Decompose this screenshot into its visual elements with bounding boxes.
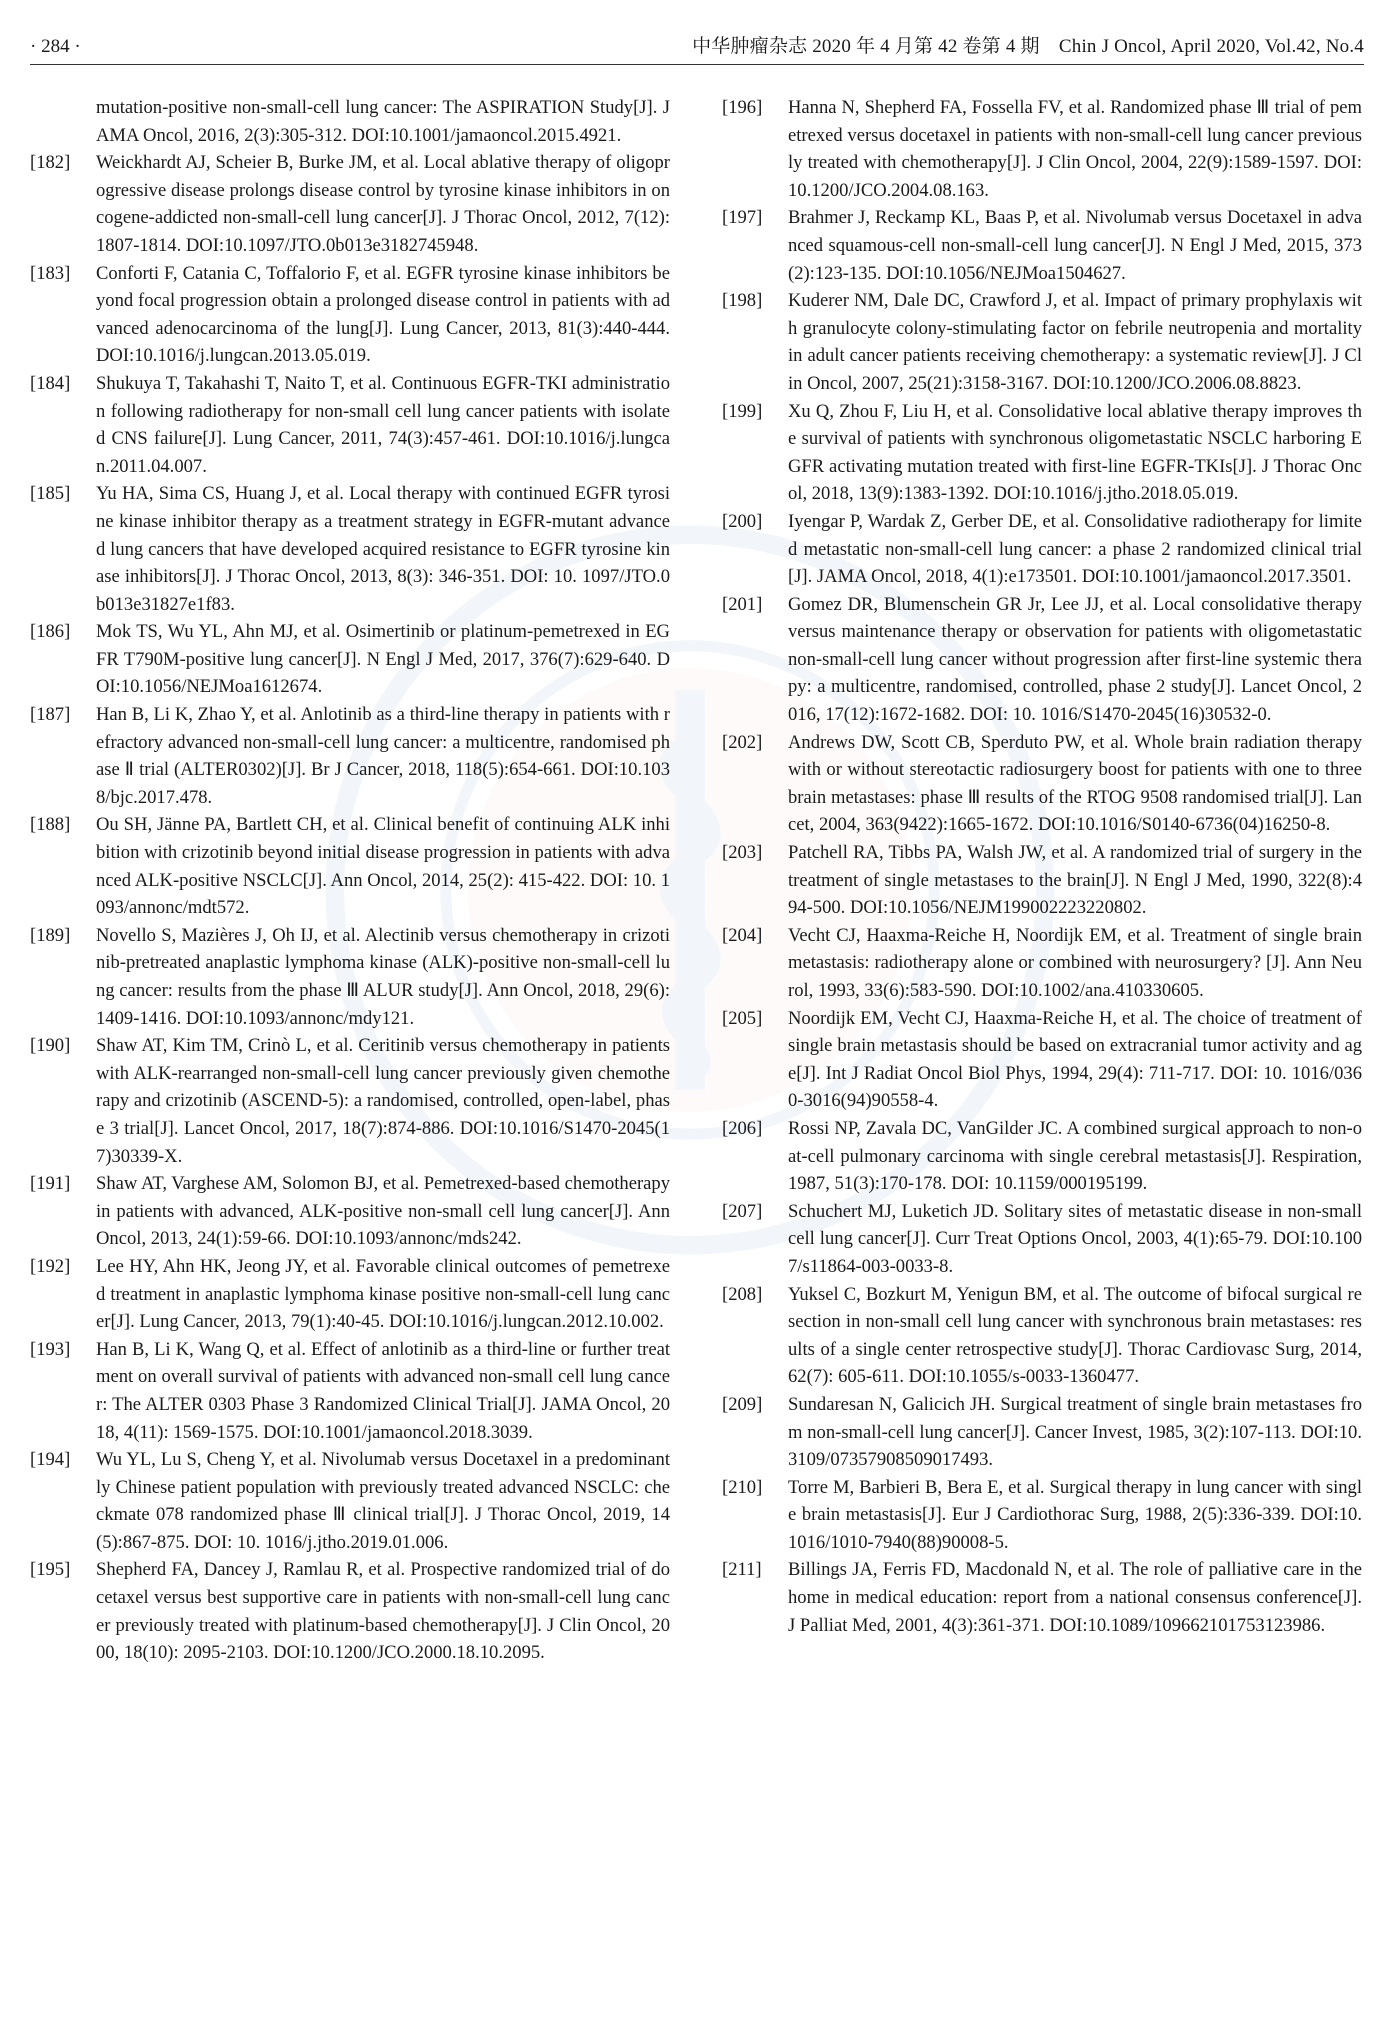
reference-item — [722, 204, 1362, 287]
reference-number: [187] — [30, 704, 71, 726]
left-column — [30, 94, 670, 1667]
reference-item — [30, 618, 670, 701]
reference-number: [195] — [30, 1559, 71, 1581]
reference-number: [201] — [722, 593, 763, 615]
reference-number: [203] — [722, 842, 763, 864]
reference-text: Iyengar P, Wardak Z, Gerber DE, et al. Consolidative radiotherapy for limited metastatic non-small-cell lung cancer: a phase 2 randomized clinical trial[J]. JAMA Oncol, 2018, 4(1):e173501. DOI:10.1001/jamaoncol.2017.3501. — [788, 510, 1362, 588]
running-header — [30, 24, 1364, 65]
reference-text: Novello S, Mazières J, Oh IJ, et al. Alectinib versus chemotherapy in crizotinib-pretreated anaplastic lymphoma kinase (ALK)-positive non-small-cell lung cancer: results from the phase Ⅲ ALUR study[J]. Ann Oncol, 2018, 29(6):1409-1416. DOI:10.1093/annonc/mdy121. — [96, 924, 670, 1029]
reference-text: Schuchert MJ, Luketich JD. Solitary sites of metastatic disease in non-small cell lung cancer[J]. Curr Treat Options Oncol, 2003, 4(1):65-79. DOI:10.1007/s11864-003-0033-8. — [788, 1200, 1362, 1277]
reference-text: Patchell RA, Tibbs PA, Walsh JW, et al. A randomized trial of surgery in the treatment of single metastases to the brain[J]. N Engl J Med, 1990, 322(8):494-500. DOI:10.1056/NEJM199002223220802. — [788, 842, 1362, 919]
reference-text: Shaw AT, Varghese AM, Solomon BJ, et al. Pemetrexed-based chemotherapy in patients with advanced, ALK-positive non-small cell lung cancer[J]. Ann Oncol, 2013, 24(1):59-66. DOI:10.1093/annonc/mds242. — [96, 1173, 670, 1250]
reference-number: [185] — [30, 483, 71, 505]
reference-text: Billings JA, Ferris FD, Macdonald N, et al. The role of palliative care in the home in medical education: report from a national consensus conference[J]. J Palliat Med, 2001, 4(3):361-371. DOI:10.1089/109662101753123986. — [788, 1559, 1362, 1636]
reference-number: [184] — [30, 372, 71, 394]
reference-item — [30, 480, 670, 618]
reference-item — [30, 922, 670, 1032]
reference-number: [206] — [722, 1117, 763, 1139]
reference-item — [30, 1170, 670, 1253]
reference-number: [211] — [722, 1559, 762, 1581]
reference-number: [194] — [30, 1449, 71, 1471]
reference-text: Gomez DR, Blumenschein GR Jr, Lee JJ, et al. Local consolidative therapy versus maintenance therapy or observation for patients with oligometastatic non-small-cell lung cancer without progression after first-line systemic therapy: a multicentre, randomised, controlled, phase 2 study[J]. Lancet Oncol, 2016, 17(12):1672-1682. DOI: 10. 1016/S1470-2045(16)30532-0. — [788, 593, 1362, 726]
reference-text: Andrews DW, Scott CB, Sperduto PW, et al. Whole brain radiation therapy with or without stereotactic radiosurgery boost for patients with one to three brain metastases: phase Ⅲ results of the RTOG 9508 randomised trial[J]. Lancet, 2004, 363(9422):1665-1672. DOI:10.1016/S0140-6736(04)16250-8. — [788, 731, 1362, 836]
reference-item — [30, 370, 670, 480]
reference-item — [722, 1474, 1362, 1557]
reference-text: Vecht CJ, Haaxma-Reiche H, Noordijk EM, et al. Treatment of single brain metastasis: radiotherapy alone or combined with neurosurgery? [J]. Ann Neurol, 1993, 33(6):583-590. DOI:10.1002/ana.410330605. — [788, 924, 1362, 1001]
reference-item — [30, 1556, 670, 1666]
reference-text: Wu YL, Lu S, Cheng Y, et al. Nivolumab versus Docetaxel in a predominantly Chinese patient population with previously treated advanced NSCLC: checkmate 078 randomized phase Ⅲ clinical trial[J]. J Thorac Oncol, 2019, 14(5):867-875. DOI: 10. 1016/j.jtho.2019.01.006. — [96, 1449, 670, 1553]
reference-number: [209] — [722, 1393, 763, 1415]
reference-number: [202] — [722, 731, 763, 753]
reference-text: Weickhardt AJ, Scheier B, Burke JM, et al. Local ablative therapy of oligoprogressive disease prolongs disease control by tyrosine kinase inhibitors in oncogene-addicted non-small-cell lung cancer[J]. J Thorac Oncol, 2012, 7(12): 1807-1814. DOI:10.1097/JTO.0b013e3182745948. — [96, 152, 670, 256]
reference-continuation: mutation-positive non-small-cell lung cancer: The ASPIRATION Study[J]. JAMA Oncol, 2016, 2(3):305-312. DOI:10.1001/jamaoncol.2015.4921. — [96, 97, 670, 146]
reference-text: Hanna N, Shepherd FA, Fossella FV, et al. Randomized phase Ⅲ trial of pemetrexed versus docetaxel in patients with non-small-cell lung cancer previously treated with chemotherapy[J]. J Clin Oncol, 2004, 22(9):1589-1597. DOI:10.1200/JCO.2004.08.163. — [788, 97, 1362, 201]
reference-number: [191] — [30, 1173, 71, 1195]
reference-text: Yuksel C, Bozkurt M, Yenigun BM, et al. The outcome of bifocal surgical resection in non-small cell lung cancer with synchronous brain metastases: results of a single center retrospective study[J]. Thorac Cardiovasc Surg, 2014, 62(7): 605-611. DOI:10.1055/s-0033-1360477. — [788, 1283, 1362, 1388]
reference-number: [208] — [722, 1283, 763, 1305]
reference-number: [186] — [30, 621, 71, 643]
reference-item — [722, 922, 1362, 1005]
reference-text: Noordijk EM, Vecht CJ, Haaxma-Reiche H, et al. The choice of treatment of single brain metastasis should be based on extracranial tumor activity and age[J]. Int J Radiat Oncol Biol Phys, 1994, 29(4): 711-717. DOI: 10. 1016/0360-3016(94)90558-4. — [788, 1007, 1362, 1112]
reference-number: [197] — [722, 207, 763, 229]
reference-item — [722, 1005, 1362, 1115]
reference-number: [205] — [722, 1007, 763, 1029]
reference-item — [30, 149, 670, 259]
reference-text: Xu Q, Zhou F, Liu H, et al. Consolidative local ablative therapy improves the survival of patients with synchronous oligometastatic NSCLC harboring EGFR activating mutation treated with first-line EGFR-TKIs[J]. J Thorac Oncol, 2018, 13(9):1383-1392. DOI:10.1016/j.jtho.2018.05.019. — [788, 400, 1362, 505]
reference-number: [192] — [30, 1255, 71, 1277]
reference-number: [190] — [30, 1035, 71, 1057]
reference-text: Shaw AT, Kim TM, Crinò L, et al. Ceritinib versus chemotherapy in patients with ALK-rearranged non-small-cell lung cancer previously given chemotherapy and crizotinib (ASCEND-5): a randomised, controlled, open-label, phase 3 trial[J]. Lancet Oncol, 2017, 18(7):874-886. DOI:10.1016/S1470-2045(17)30339-X. — [96, 1035, 670, 1167]
reference-text: Lee HY, Ahn HK, Jeong JY, et al. Favorable clinical outcomes of pemetrexed treatment in anaplastic lymphoma kinase positive non-small-cell lung cancer[J]. Lung Cancer, 2013, 79(1):40-45. DOI:10.1016/j.lungcan.2012.10.002. — [96, 1255, 670, 1333]
reference-number: [183] — [30, 262, 71, 284]
reference-number: [207] — [722, 1200, 763, 1222]
reference-number: [198] — [722, 290, 763, 312]
reference-item — [722, 1391, 1362, 1474]
page-number: · 284 · — [30, 36, 81, 57]
reference-text: Kuderer NM, Dale DC, Crawford J, et al. Impact of primary prophylaxis with granulocyte colony-stimulating factor on febrile neutropenia and mortality in adult cancer patients receiving chemotherapy: a systematic review[J]. J Clin Oncol, 2007, 25(21):3158-3167. DOI:10.1200/JCO.2006.08.8823. — [788, 290, 1362, 394]
reference-item — [722, 94, 1362, 204]
reference-item — [722, 729, 1362, 839]
reference-text: Shukuya T, Takahashi T, Naito T, et al. Continuous EGFR-TKI administration following radiotherapy for non-small cell lung cancer patients with isolated CNS failure[J]. Lung Cancer, 2011, 74(3):457-461. DOI:10.1016/j.lungcan.2011.04.007. — [96, 372, 670, 477]
reference-number: [182] — [30, 152, 71, 174]
reference-text: Sundaresan N, Galicich JH. Surgical treatment of single brain metastases from non-small-cell lung cancer[J]. Cancer Invest, 1985, 3(2):107-113. DOI:10.3109/07357908509017493. — [788, 1393, 1362, 1471]
reference-item — [722, 1281, 1362, 1391]
reference-item — [722, 839, 1362, 922]
reference-number: [199] — [722, 400, 763, 422]
reference-item — [30, 701, 670, 811]
reference-item — [30, 1032, 670, 1170]
reference-item — [30, 811, 670, 921]
reference-item — [722, 1556, 1362, 1639]
reference-text: Conforti F, Catania C, Toffalorio F, et al. EGFR tyrosine kinase inhibitors beyond focal progression obtain a prolonged disease control in patients with advanced adenocarcinoma of the lung[J]. Lung Cancer, 2013, 81(3):440-444. DOI:10.1016/j.lungcan.2013.05.019. — [96, 262, 670, 367]
reference-item — [30, 1446, 670, 1556]
reference-item — [722, 398, 1362, 508]
reference-number: [204] — [722, 924, 763, 946]
reference-number: [188] — [30, 814, 71, 836]
reference-text: Ou SH, Jänne PA, Bartlett CH, et al. Clinical benefit of continuing ALK inhibition with crizotinib beyond initial disease progression in patients with advanced ALK-positive NSCLC[J]. Ann Oncol, 2014, 25(2): 415-422. DOI: 10. 1093/annonc/mdt572. — [96, 814, 670, 919]
reference-item — [30, 1253, 670, 1336]
reference-number: [196] — [722, 97, 763, 118]
reference-item — [722, 1115, 1362, 1198]
reference-text: Mok TS, Wu YL, Ahn MJ, et al. Osimertinib or platinum-pemetrexed in EGFR T790M-positive lung cancer[J]. N Engl J Med, 2017, 376(7):629-640. DOI:10.1056/NEJMoa1612674. — [96, 621, 670, 698]
reference-text: Brahmer J, Reckamp KL, Baas P, et al. Nivolumab versus Docetaxel in advanced squamous-cell non-small-cell lung cancer[J]. N Engl J Med, 2015, 373(2):123-135. DOI:10.1056/NEJMoa1504627. — [788, 207, 1362, 284]
reference-item — [722, 1198, 1362, 1281]
reference-number: [200] — [722, 510, 763, 532]
reference-text: Shepherd FA, Dancey J, Ramlau R, et al. Prospective randomized trial of docetaxel versus best supportive care in patients with non-small-cell lung cancer previously treated with platinum-based chemotherapy[J]. J Clin Oncol, 2000, 18(10): 2095-2103. DOI:10.1200/JCO.2000.18.10.2095. — [96, 1559, 670, 1664]
reference-item — [722, 591, 1362, 729]
reference-number: [210] — [722, 1476, 763, 1498]
reference-number: [189] — [30, 924, 71, 946]
right-column — [722, 94, 1362, 1639]
reference-text: Han B, Li K, Zhao Y, et al. Anlotinib as a third-line therapy in patients with refractory advanced non-small-cell lung cancer: a multicentre, randomised phase Ⅱ trial (ALTER0302)[J]. Br J Cancer, 2018, 118(5):654-661. DOI:10.1038/bjc.2017.478. — [96, 704, 670, 808]
reference-text: Torre M, Barbieri B, Bera E, et al. Surgical therapy in lung cancer with single brain metastasis[J]. Eur J Cardiothorac Surg, 1988, 2(5):336-339. DOI:10.1016/1010-7940(88)90008-5. — [788, 1476, 1362, 1553]
reference-item — [722, 287, 1362, 397]
reference-item — [722, 508, 1362, 591]
reference-text: Rossi NP, Zavala DC, VanGilder JC. A combined surgical approach to non-oat-cell pulmonary carcinoma with single cerebral metastasis[J]. Respiration, 1987, 51(3):170-178. DOI: 10.1159/000195199. — [788, 1117, 1362, 1195]
reference-text: Yu HA, Sima CS, Huang J, et al. Local therapy with continued EGFR tyrosine kinase inhibitor therapy as a treatment strategy in EGFR-mutant advanced lung cancers that have developed acquired resistance to EGFR tyrosine kinase inhibitors[J]. J Thorac Oncol, 2013, 8(3): 346-351. DOI: 10. 1097/JTO.0b013e31827e1f83. — [96, 483, 670, 615]
reference-item — [30, 1336, 670, 1446]
reference-item — [30, 260, 670, 370]
reference-number: [193] — [30, 1338, 71, 1360]
journal-citation-line: 中华肿瘤杂志 2020 年 4 月第 42 卷第 4 期 Chin J Oncol, April 2020, Vol.42, No.4 — [692, 36, 1364, 57]
reference-text: Han B, Li K, Wang Q, et al. Effect of anlotinib as a third-line or further treatment on overall survival of patients with advanced non-small cell lung cancer: The ALTER 0303 Phase 3 Randomized Clinical Trial[J]. JAMA Oncol, 2018, 4(11): 1569-1575. DOI:10.1001/jamaoncol.2018.3039. — [96, 1338, 670, 1443]
